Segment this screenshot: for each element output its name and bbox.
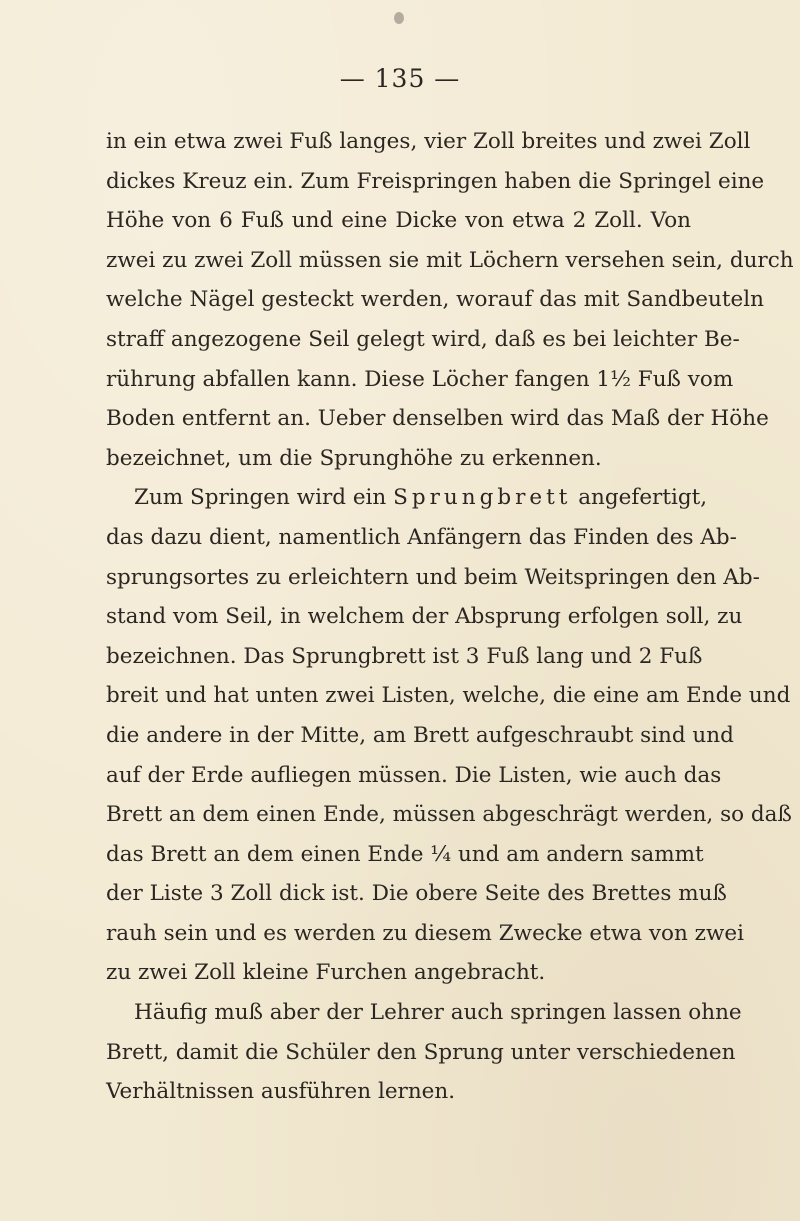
text-line: stand vom Seil, in welchem der Absprung erfolgen soll, zu [106, 604, 743, 630]
text-line: bezeichnen. Das Sprungbrett ist 3 Fuß lang und 2 Fuß [106, 643, 703, 669]
text-line: Brett an dem einen Ende, müssen abgeschrägt werden, so daß [106, 802, 792, 828]
spaced-term: Sprungbrett [393, 485, 572, 511]
text-line: Häufig muß aber der Lehrer auch springen lassen ohne [134, 1000, 742, 1026]
ink-spot [394, 12, 404, 24]
text-line: Verhältnissen ausführen lernen. [106, 1079, 456, 1105]
text-line: das dazu dient, namentlich Anfängern das Finden des Ab- [106, 524, 737, 550]
text-line: breit und hat unten zwei Listen, welche, die eine am Ende und [106, 683, 791, 709]
page-number: — 135 — [339, 64, 461, 93]
text-line [106, 478, 708, 518]
text-line: in ein etwa zwei Fuß langes, vier Zoll breites und zwei Zoll [106, 129, 751, 154]
text-line: zwei zu zwei Zoll müssen sie mit Löchern versehen sein, durch [106, 247, 794, 273]
text-line: dickes Kreuz ein. Zum Freispringen haben die Springel eine [106, 168, 765, 194]
text-line: rauh sein und es werden zu diesem Zwecke etwa von zwei [106, 920, 744, 946]
text-line: die andere in der Mitte, am Brett aufgeschraubt sind und [106, 722, 734, 748]
text-line: Brett, damit die Schüler den Sprung unter verschiedenen [106, 1039, 736, 1065]
text-line: Boden entfernt an. Ueber denselben wird das Maß der Höhe [106, 406, 769, 432]
text-line: auf der Erde aufliegen müssen. Die Listen, wie auch das [106, 762, 722, 788]
paragraph [106, 478, 792, 993]
paragraph [106, 122, 794, 478]
text-line: Höhe von 6 Fuß und eine Dicke von etwa 2 Zoll. Von [106, 208, 691, 234]
text-line: zu zwei Zoll kleine Furchen angebracht. [106, 960, 546, 986]
text-line: straff angezogene Seil gelegt wird, daß es bei leichter Be- [106, 326, 740, 352]
paragraph [106, 993, 742, 1112]
text-line: rührung abfallen kann. Diese Löcher fangen 1½ Fuß vom [106, 366, 734, 392]
text-line: sprungsortes zu erleichtern und beim Weitspringen den Ab- [106, 564, 760, 590]
text-line: bezeichnet, um die Sprunghöhe zu erkennen. [106, 445, 602, 471]
text-fragment: angefertigt, [571, 485, 708, 511]
text-line: der Liste 3 Zoll dick ist. Die obere Seite des Brettes muß [106, 881, 727, 907]
text-line: welche Nägel gesteckt werden, worauf das mit Sandbeuteln [106, 287, 764, 313]
text-fragment: Zum Springen wird ein [134, 485, 394, 511]
body-text [106, 122, 794, 1112]
text-line: das Brett an dem einen Ende ¼ und am andern sammt [106, 841, 704, 867]
